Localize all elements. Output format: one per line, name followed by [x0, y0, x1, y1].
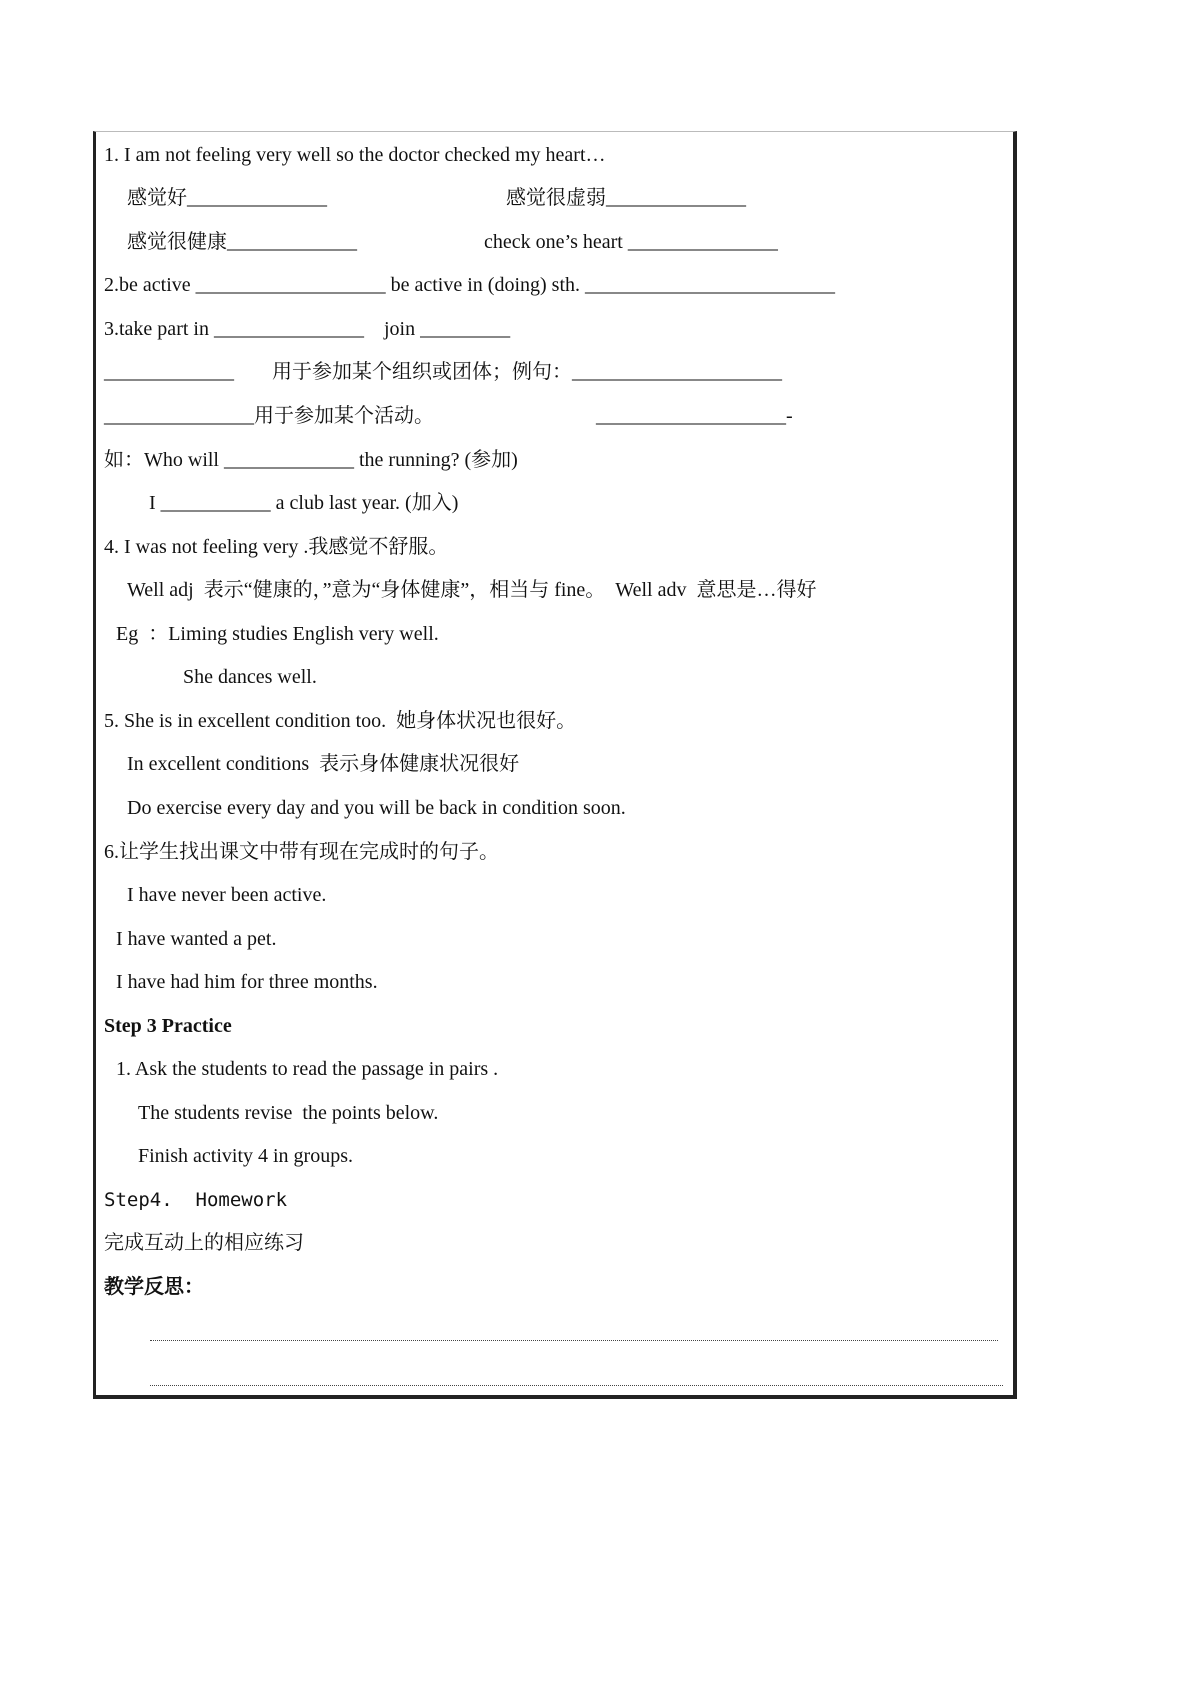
step-3-heading: Step 3 Practice: [104, 1015, 232, 1037]
practice-revise: The students revise the points below.: [138, 1102, 439, 1124]
well-explanation: Well adj 表示“健康的，”意为“身体健康”，相当与 fine。 Well adv 意思是…得好: [127, 579, 817, 601]
reflection-line-2: [150, 1385, 1003, 1386]
item-6-instruction: 6.让学生找出课文中带有现在完成时的句子。: [104, 841, 499, 863]
teaching-reflection-label: 教学反思：: [104, 1276, 204, 1298]
sentence-wanted-pet: I have wanted a pet.: [116, 928, 277, 950]
blank-check-heart: check one’s heart _______________: [484, 231, 778, 253]
condition-example: Do exercise every day and you will be back in condition soon.: [127, 797, 626, 819]
usage-activity: _______________用于参加某个活动。: [104, 405, 434, 427]
homework-task: 完成互动上的相应练习: [104, 1232, 304, 1254]
item-5-sentence: 5. She is in excellent condition too. 她身体状况也很好。: [104, 710, 577, 732]
item-3-take-part: 3.take part in _______________ join _________: [104, 318, 511, 340]
blank-activity-example: ___________________-: [596, 405, 793, 427]
example-club: I ___________ a club last year. (加入): [149, 492, 459, 514]
reflection-line-1: [150, 1340, 998, 1341]
blank-feel-good: 感觉好______________: [127, 187, 327, 209]
sentence-three-months: I have had him for three months.: [116, 971, 378, 993]
sentence-never-active: I have never been active.: [127, 884, 327, 906]
example-liming: Eg ：Liming studies English very well.: [116, 623, 439, 645]
practice-read-pairs: 1. Ask the students to read the passage in pairs .: [116, 1058, 499, 1080]
blank-feel-weak: 感觉很虚弱______________: [506, 187, 746, 209]
item-1-sentence: 1. I am not feeling very well so the doctor checked my heart…: [104, 144, 606, 166]
blank-organization: _____________: [104, 361, 234, 383]
blank-feel-healthy: 感觉很健康_____________: [127, 231, 357, 253]
item-4-sentence: 4. I was not feeling very .我感觉不舒服。: [104, 536, 449, 558]
practice-groups: Finish activity 4 in groups.: [138, 1145, 353, 1167]
condition-explanation: In excellent conditions 表示身体健康状况很好: [127, 753, 520, 775]
example-running: 如：Who will _____________ the running? (参加): [104, 449, 518, 471]
item-2-be-active: 2.be active ___________________ be active in (doing) sth. _________________________: [104, 274, 836, 296]
step-4-heading: Step4. Homework: [104, 1189, 288, 1211]
usage-organization: 用于参加某个组织或团体；例句：_____________________: [272, 361, 782, 383]
example-dances: She dances well.: [183, 666, 317, 688]
